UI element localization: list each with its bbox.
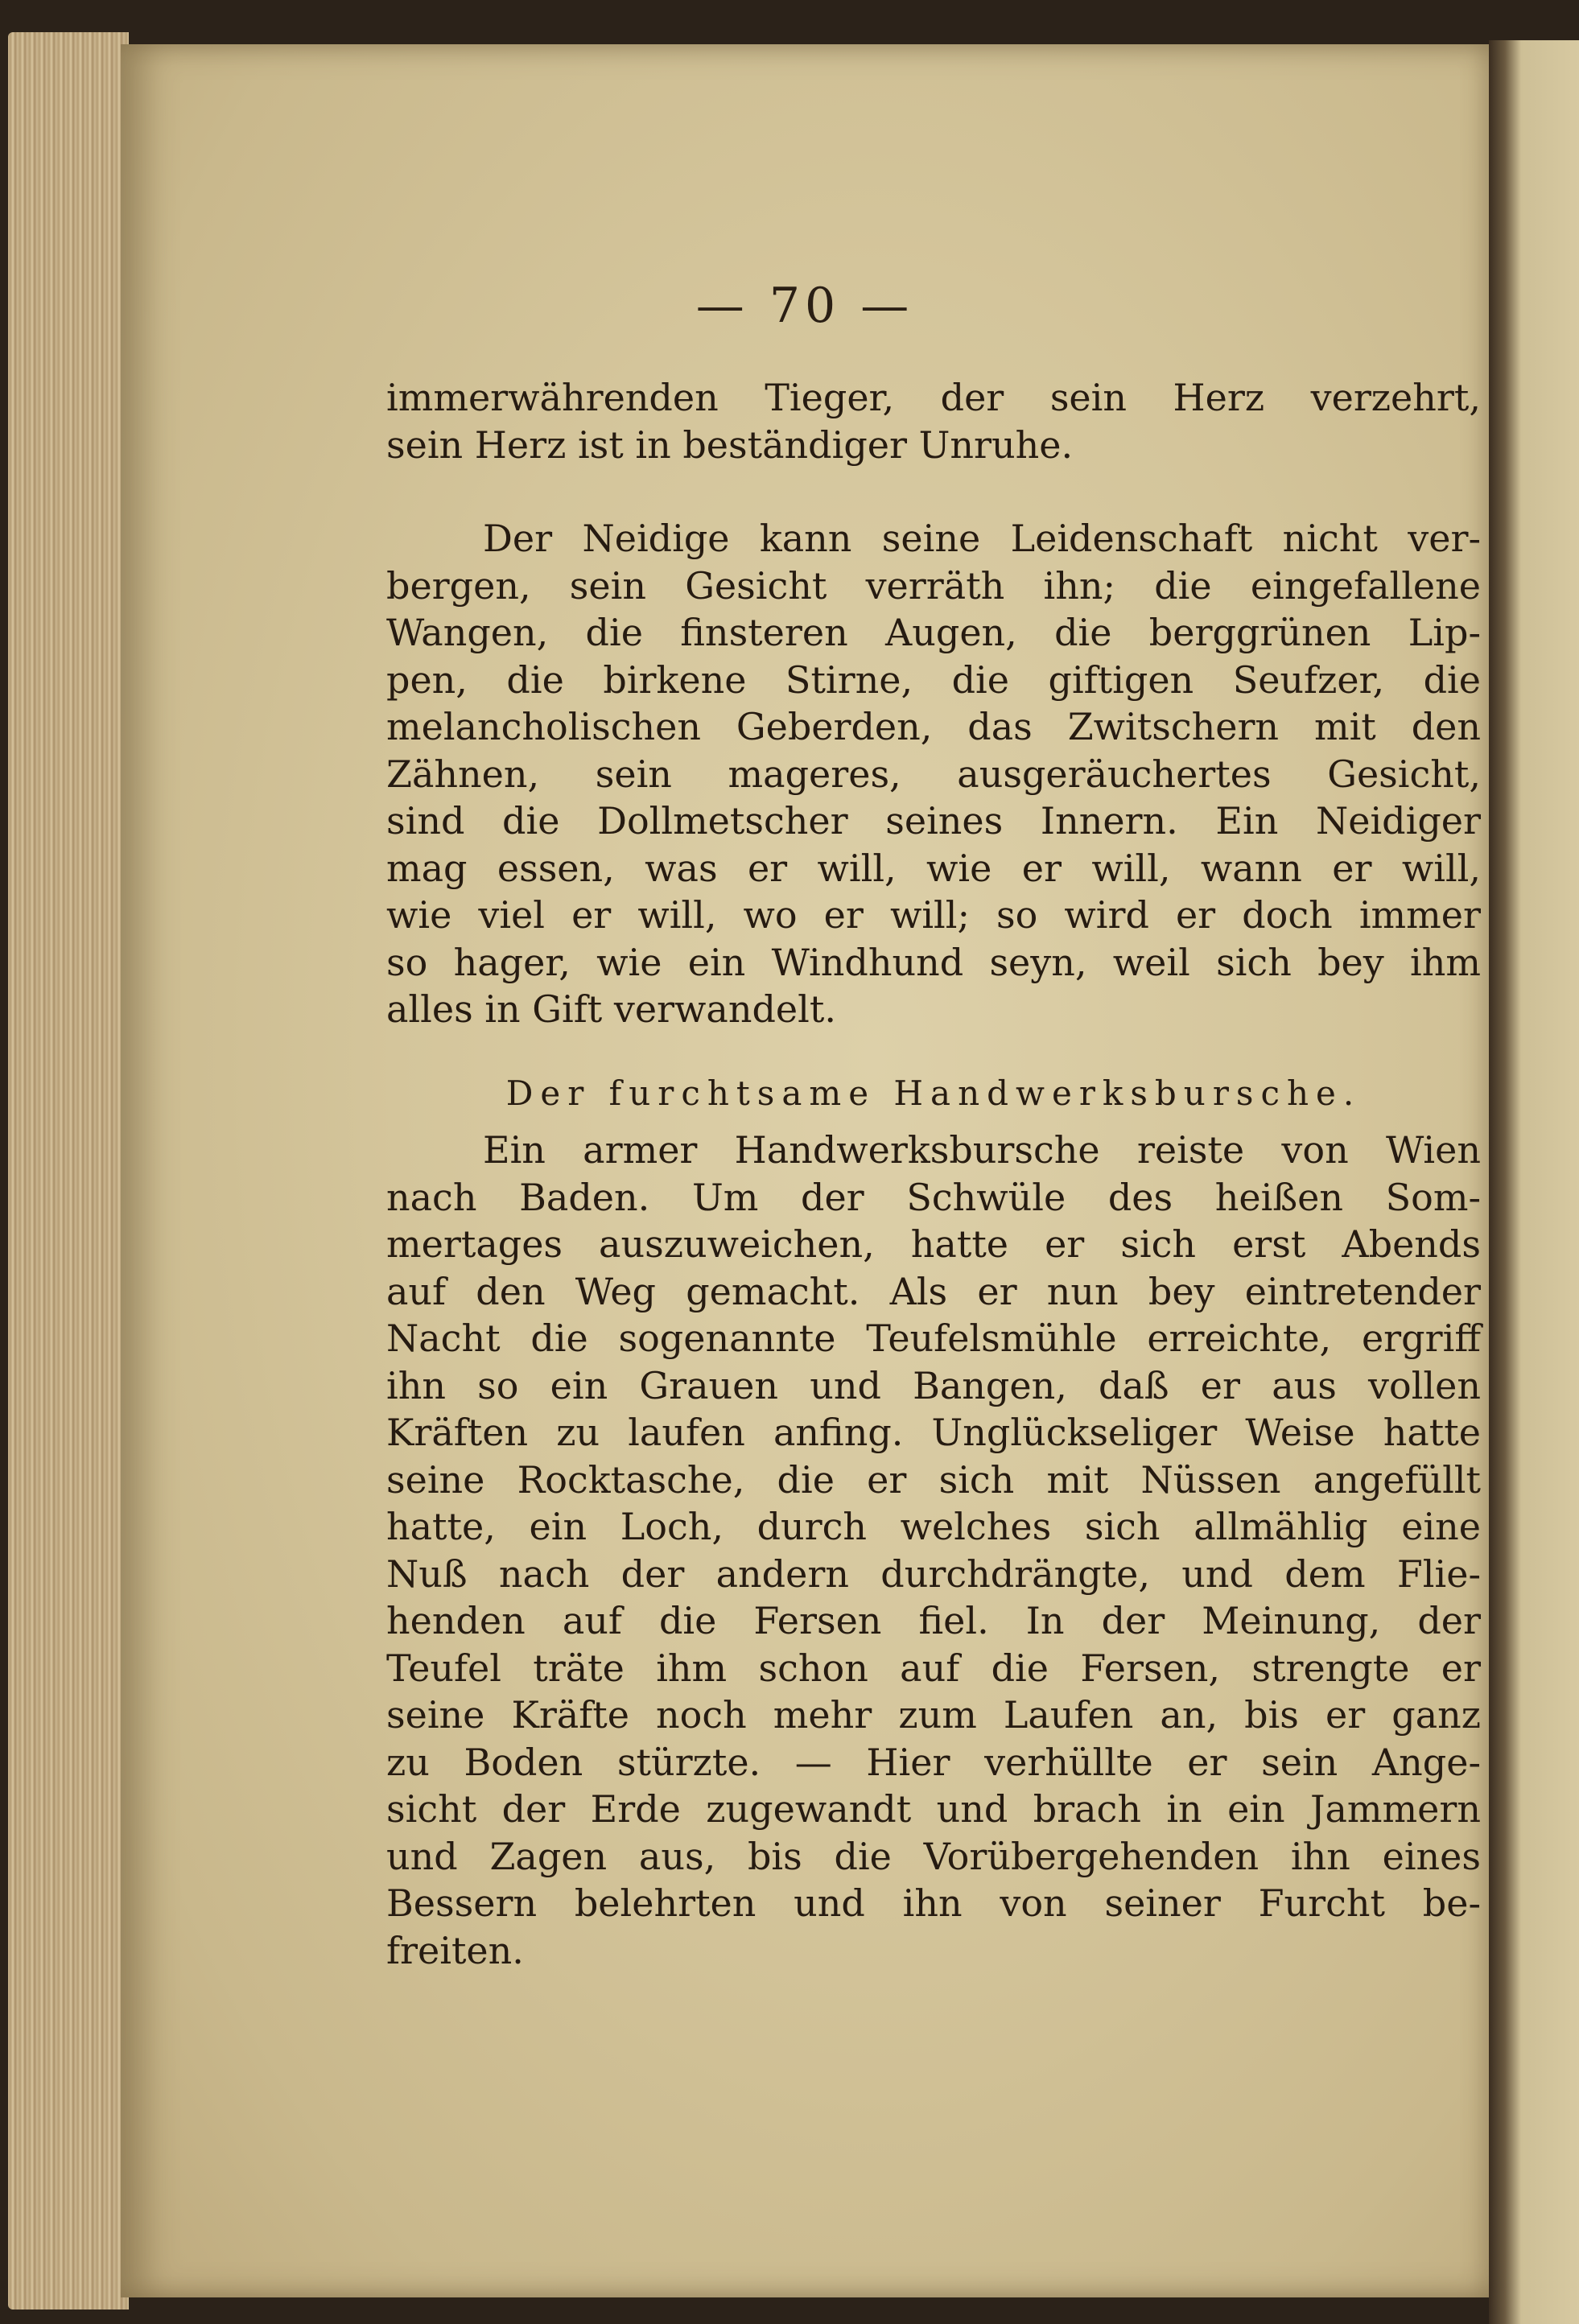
text-line: Bessern belehrten und ihn von seiner Furcht be-	[386, 1881, 1481, 1925]
section-heading: Der furchtsame Handwerksbursche.	[505, 1073, 1362, 1113]
text-line: freiten.	[386, 1928, 524, 1972]
text-line: henden auf die Fersen fiel. In der Meinung, der	[386, 1599, 1481, 1642]
text-line: melancholischen Geberden, das Zwitschern mit den	[386, 705, 1481, 748]
paragraph-2	[386, 515, 1481, 1033]
text-line: Nuß nach der andern durchdrängte, und dem Flie-	[386, 1551, 1481, 1596]
text-line: sein Herz ist in beständiger Unruhe.	[386, 422, 1074, 467]
text-line: Der Neidige kann seine Leidenschaft nicht ver-	[483, 517, 1481, 560]
text-line: sicht der Erde zugewandt und brach in ein Jammern	[386, 1787, 1481, 1831]
text-line: sind die Dollmetscher seines Innern. Ein Neidiger	[386, 799, 1481, 843]
paragraph-1	[386, 374, 1481, 468]
text-line: mag essen, was er will, wie er will, wann er will,	[386, 846, 1481, 890]
text-line: Ein armer Handwerksbursche reiste von Wien	[483, 1128, 1481, 1172]
book-page	[121, 44, 1489, 2297]
text-line: alles in Gift verwandelt.	[386, 987, 836, 1031]
text-line: Nacht die sogenannte Teufelsmühle erreichte, ergriff	[386, 1317, 1481, 1360]
text-line: seine Rocktasche, die er sich mit Nüssen angefüllt	[386, 1457, 1481, 1502]
text-line: ihn so ein Grauen und Bangen, daß er aus vollen	[386, 1363, 1481, 1407]
text-line: pen, die birkene Stirne, die giftigen Seufzer, die	[386, 657, 1481, 702]
text-line: und Zagen aus, bis die Vorübergehenden ihn eines	[386, 1834, 1481, 1878]
page-edges	[8, 32, 129, 2310]
text-line: Kräften zu laufen anfing. Unglückseliger Weise hatte	[386, 1411, 1481, 1454]
page-number: — 70 —	[695, 278, 914, 334]
text-line: seine Kräfte noch mehr zum Laufen an, bis er ganz	[386, 1693, 1481, 1737]
text-line: bergen, sein Gesicht verräth ihn; die eingefallene	[386, 563, 1481, 608]
text-line: zu Boden stürzte. — Hier verhüllte er sein Ange-	[386, 1740, 1481, 1784]
text-line: Wangen, die finsteren Augen, die berggrünen Lip-	[386, 611, 1481, 654]
paragraph-3	[386, 1127, 1481, 1974]
text-line: mertages auszuweichen, hatte er sich erst Abends	[386, 1222, 1481, 1266]
text-line: immerwährenden Tieger, der sein Herz verzehrt,	[386, 376, 1481, 419]
text-line: Teufel träte ihm schon auf die Fersen, strengte er	[386, 1646, 1481, 1690]
text-line: auf den Weg gemacht. Als er nun bey eintretender	[386, 1269, 1481, 1313]
text-line: nach Baden. Um der Schwüle des heißen Som-	[386, 1175, 1481, 1219]
section-heading-block	[386, 1070, 1481, 1118]
adjacent-page-edge	[1489, 40, 1579, 2324]
text-line: wie viel er will, wo er will; so wird er doch immer	[386, 893, 1481, 937]
text-line: so hager, wie ein Windhund seyn, weil sich bey ihm	[386, 940, 1481, 984]
text-line: Zähnen, sein mageres, ausgeräuchertes Gesicht,	[386, 752, 1481, 796]
text-line: hatte, ein Loch, durch welches sich allmählig eine	[386, 1505, 1481, 1548]
